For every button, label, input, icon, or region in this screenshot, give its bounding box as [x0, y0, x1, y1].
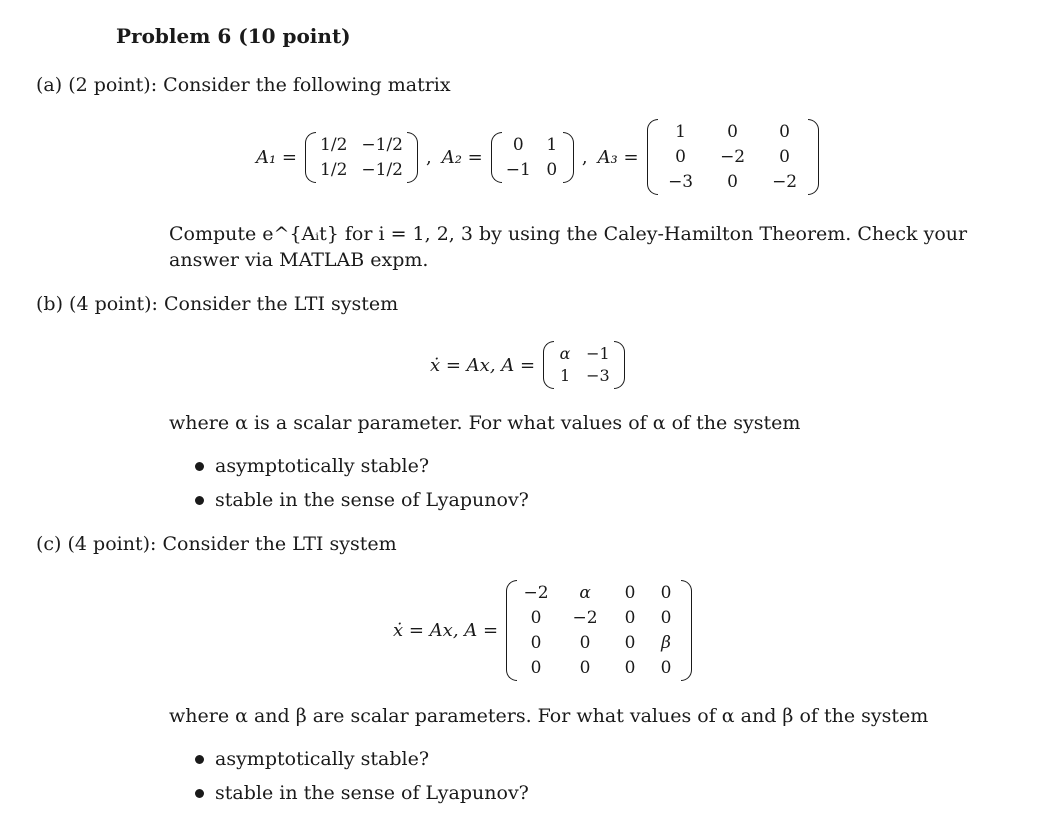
matrix-a2-label: A₂ = [441, 146, 483, 168]
matrix-a3-label: A₃ = [597, 146, 639, 168]
part-b-bullet-1: asymptotically stable? [215, 455, 430, 477]
part-c-bullet-2: stable in the sense of Lyapunov? [215, 782, 529, 804]
part-a-task-line2: answer via MATLAB expm. [169, 249, 429, 271]
bullet-dot [195, 755, 204, 764]
matrix-a3: 1 0 0 0 −2 0 −3 0 −2 [647, 119, 819, 195]
part-c-equation [393, 578, 694, 682]
part-c-heading [36, 533, 397, 555]
part-b-system: ẋ = Ax, A = [430, 354, 536, 376]
part-a-heading [36, 74, 451, 96]
bullet-dot [195, 462, 204, 471]
part-a-intro: Consider the following matrix [163, 74, 451, 96]
part-b-heading [36, 293, 398, 315]
bullet-dot [195, 789, 204, 798]
part-c-bullet-1: asymptotically stable? [215, 748, 430, 770]
matrix-a1-equation: A₁ = 1/2 −1/2 1/2 −1/2 , A₂ = 0 1 −1 0 , A₃ = 1 0 0 0 −2 0 −3 0 −2 [256, 120, 821, 194]
part-b-label: (b) (4 point): [36, 293, 158, 315]
part-a-task-line1: Compute e^{Aᵢt} for i = 1, 2, 3 by using the Caley-Hamilton Theorem. Check your [169, 223, 968, 245]
part-b-bullet-2: stable in the sense of Lyapunov? [215, 489, 529, 511]
part-a-label: (a) (2 point): [36, 74, 158, 96]
part-b-intro: Consider the LTI system [163, 293, 399, 315]
part-c-matrix: −2 α 0 0 0 −2 0 0 0 0 0 β 0 0 0 0 [506, 580, 692, 681]
bullet-dot [195, 496, 204, 505]
part-c-label: (c) (4 point): [36, 533, 157, 555]
part-c-question: where α and β are scalar parameters. For what values of α and β of the system [169, 705, 929, 727]
problem-title: Problem 6 (10 point) [116, 24, 351, 48]
matrix-a1: 1/2 −1/2 1/2 −1/2 [305, 132, 418, 183]
part-b-equation [430, 340, 627, 390]
part-c-intro: Consider the LTI system [162, 533, 397, 555]
matrix-a1-label: A₁ = [256, 146, 298, 168]
part-c-system: ẋ = Ax, A = [393, 619, 499, 641]
matrix-a2: 0 1 −1 0 [491, 132, 574, 183]
part-b-matrix: α −1 1 −3 [543, 341, 625, 389]
part-b-question: where α is a scalar parameter. For what values of α of the system [169, 412, 801, 434]
